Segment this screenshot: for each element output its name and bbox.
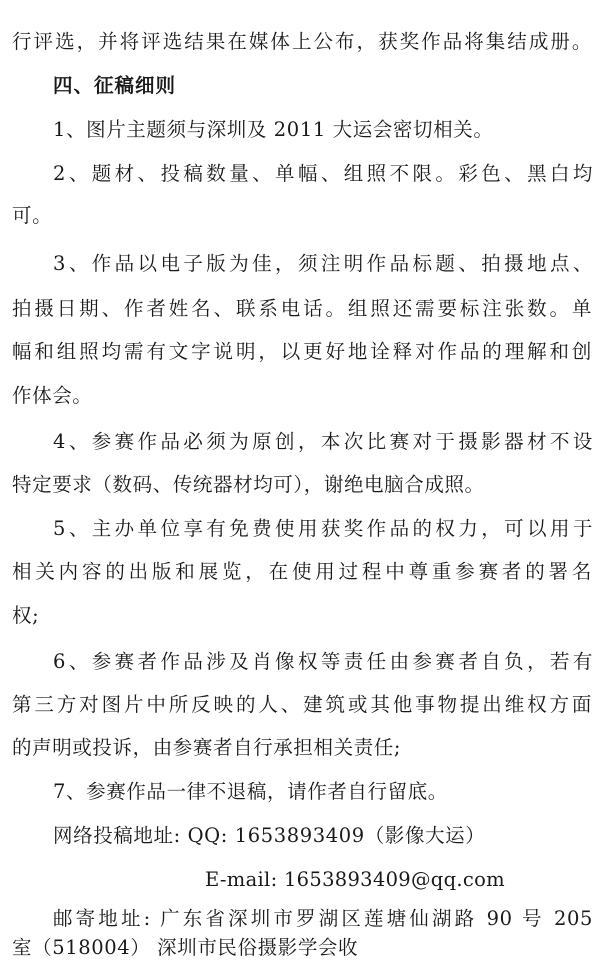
rule-3-line-2: 拍摄日期、作者姓名、联系电话。组照还需要标注张数。单 — [12, 297, 592, 320]
rule-4-line-2: 特定要求（数码、传统器材均可），谢绝电脑合成照。 — [12, 473, 485, 496]
rule-4-line-1: 4、参赛作品必须为原创，本次比赛对于摄影器材不设 — [53, 430, 593, 453]
rule-5-line-3: 权; — [12, 604, 40, 627]
text-line-1: 行评选，并将评选结果在媒体上公布，获奖作品将集结成册。 — [12, 30, 592, 53]
rule-6-line-2: 第三方对图片中所反映的人、建筑或其他事物提出维权方面 — [12, 693, 592, 716]
rule-2-line-1: 2、题材、投稿数量、单幅、组照不限。彩色、黑白均 — [53, 162, 593, 185]
mailing-address-line-2: 室（518004） 深圳市民俗摄影学会收 — [12, 936, 359, 959]
online-submission-address: 网络投稿地址: QQ: 1653893409（影像大运） — [53, 824, 486, 847]
rule-5-line-2: 相关内容的出版和展览，在使用过程中尊重参赛者的署名 — [12, 560, 592, 583]
rule-6-line-1: 6、参赛者作品涉及肖像权等责任由参赛者自负，若有 — [53, 650, 593, 673]
section-heading: 四、征稿细则 — [53, 74, 177, 97]
rule-2-line-2: 可。 — [12, 204, 53, 227]
rule-1: 1、图片主题须与深圳及 2011 大运会密切相关。 — [53, 118, 494, 141]
mailing-address-line-1: 邮寄地址: 广东省深圳市罗湖区莲塘仙湖路 90 号 205 — [53, 907, 593, 930]
rule-5-line-1: 5、主办单位享有免费使用获奖作品的权力，可以用于 — [53, 517, 593, 540]
rule-3-line-4: 作体会。 — [12, 384, 93, 407]
rule-7: 7、参赛作品一律不退稿，请作者自行留底。 — [53, 780, 448, 803]
rule-3-line-3: 幅和组照均需有文字说明，以更好地诠释对作品的理解和创 — [12, 340, 592, 363]
email-address: E-mail: 1653893409@qq.com — [205, 868, 505, 891]
rule-3-line-1: 3、作品以电子版为佳，须注明作品标题、拍摄地点、 — [53, 252, 593, 275]
rule-6-line-3: 的声明或投诉，由参赛者自行承担相关责任; — [12, 736, 402, 759]
